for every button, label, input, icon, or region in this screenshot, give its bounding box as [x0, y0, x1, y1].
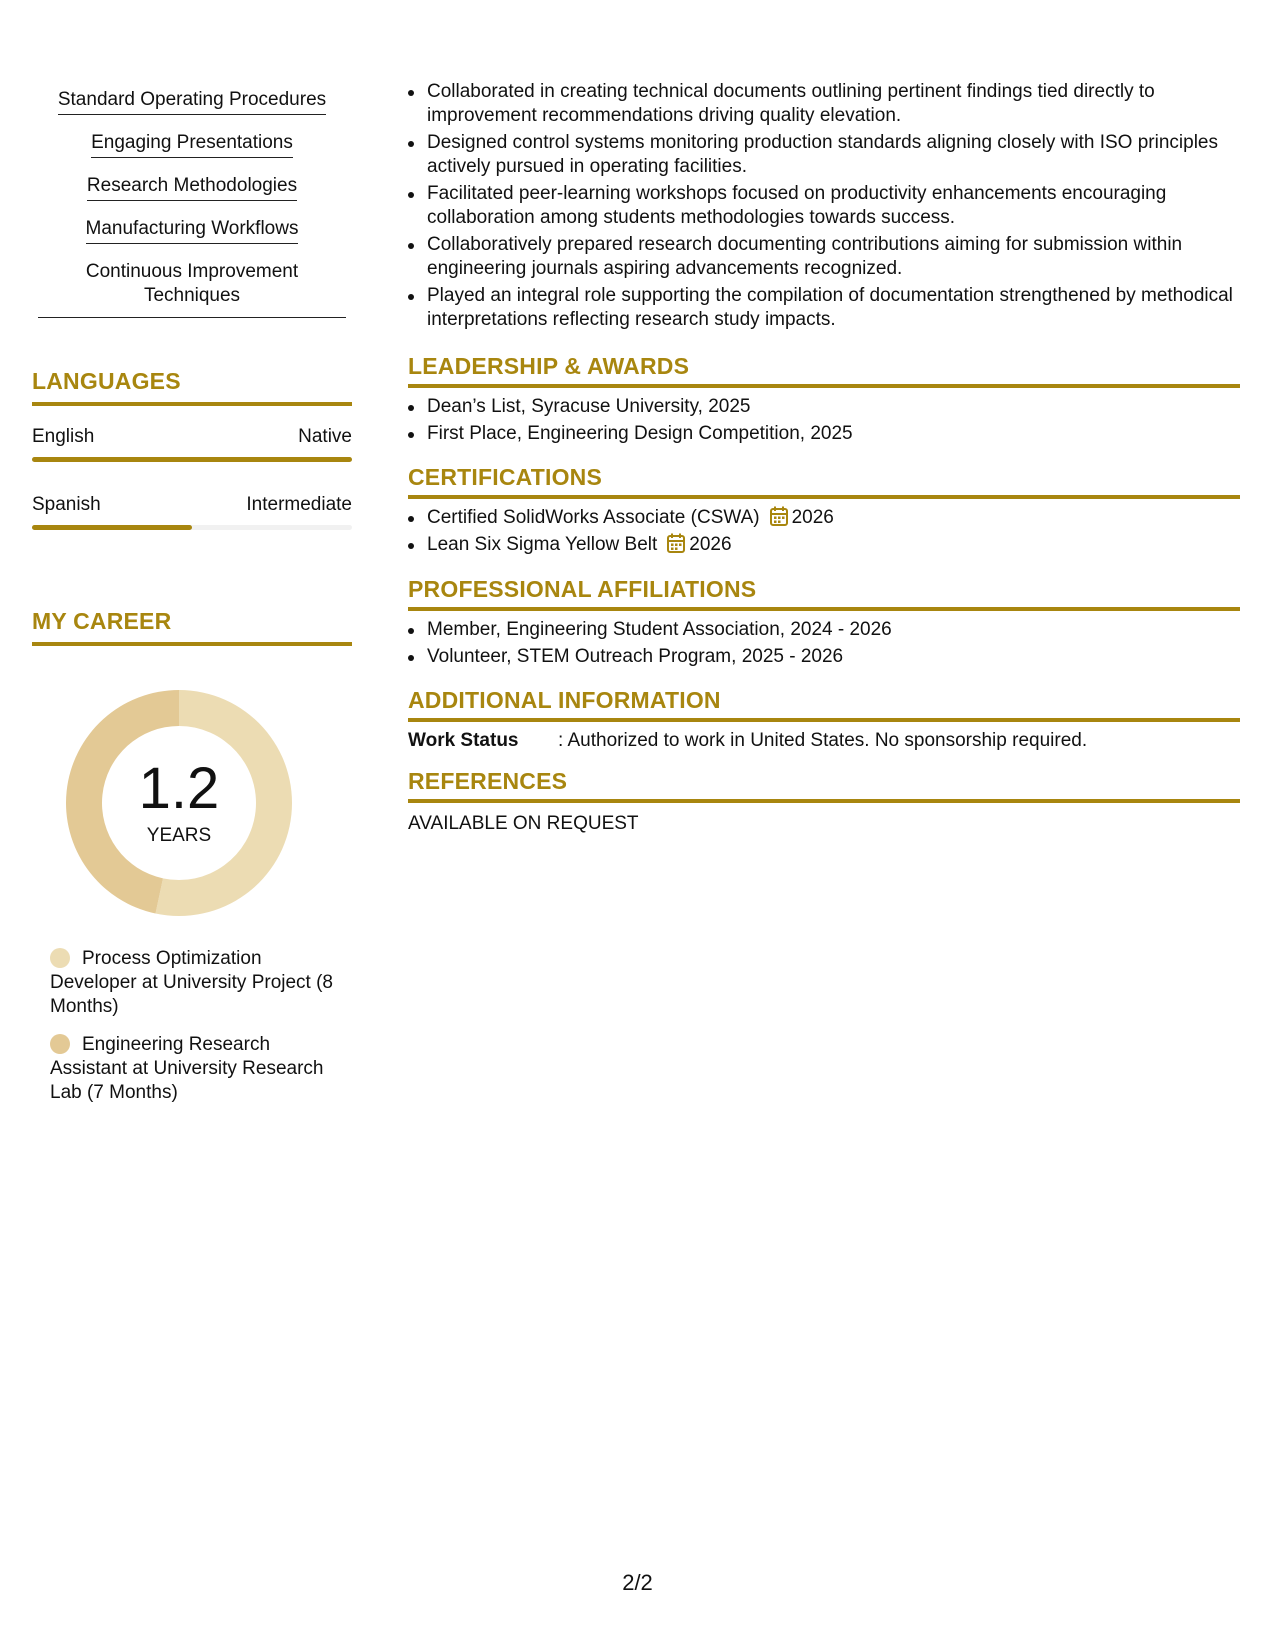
list-item: Played an integral role supporting the compilation of documentation strengthened by methodical interpretations reflecting research study impacts. — [408, 284, 1240, 332]
certification-name: Certified SolidWorks Associate (CSWA) — [427, 507, 760, 528]
career-legend-item: Engineering Research Assistant at University Research Lab (7 Months) — [50, 1034, 324, 1103]
section-rule — [408, 495, 1240, 499]
language-name: Spanish — [32, 494, 101, 515]
section-title: LANGUAGES — [32, 368, 181, 394]
section-rule — [408, 718, 1240, 722]
leadership-section — [408, 353, 1240, 388]
references-text: AVAILABLE ON REQUEST — [408, 813, 639, 834]
legend-dot — [50, 1034, 70, 1054]
career-total-unit: YEARS — [146, 825, 212, 846]
references-section — [408, 768, 1240, 803]
certification-name: Lean Six Sigma Yellow Belt — [427, 534, 658, 555]
certification-year: 2026 — [689, 534, 732, 555]
section-rule — [408, 384, 1240, 388]
page-number: 2/2 — [622, 1570, 653, 1595]
calendar-icon — [667, 533, 685, 553]
work-status-label: Work Status — [408, 730, 519, 751]
legend-dot — [50, 948, 70, 968]
skill-item: Engaging Presentations — [38, 131, 346, 158]
list-item: Collaboratively prepared research documenting contributions aiming for submission within engineering journals aspiring advancements recognized. — [408, 233, 1240, 281]
career-total-years: 1.2 — [138, 756, 220, 821]
list-item — [408, 506, 1240, 530]
skill-item: Standard Operating Procedures — [38, 88, 346, 115]
language-row — [32, 426, 352, 448]
skill-item: Continuous Improvement Techniques — [38, 260, 346, 310]
experience-bullets — [408, 80, 1240, 332]
section-rule — [32, 402, 352, 406]
skill-item: Research Methodologies — [38, 174, 346, 201]
work-status-row — [408, 729, 1240, 753]
section-rule — [408, 607, 1240, 611]
section-title: MY CAREER — [32, 608, 172, 634]
career-donut-chart — [66, 690, 292, 916]
skill-underline — [38, 317, 346, 318]
language-row — [32, 494, 352, 516]
skill-item: Manufacturing Workflows — [38, 217, 346, 244]
career-section — [32, 608, 352, 646]
certifications-section — [408, 464, 1240, 499]
calendar-icon — [770, 506, 788, 526]
list-item: Dean’s List, Syracuse University, 2025 — [408, 395, 1240, 419]
language-level: Intermediate — [246, 494, 352, 515]
section-title: ADDITIONAL INFORMATION — [408, 687, 721, 713]
section-rule — [32, 642, 352, 646]
section-title: REFERENCES — [408, 768, 568, 794]
language-level: Native — [298, 426, 352, 447]
affiliations-list — [408, 618, 1240, 669]
certifications-list — [408, 506, 1240, 557]
section-title: CERTIFICATIONS — [408, 464, 603, 490]
section-title: PROFESSIONAL AFFILIATIONS — [408, 576, 757, 602]
language-name: English — [32, 426, 95, 447]
language-bar-fill — [32, 525, 192, 530]
language-bar — [32, 525, 352, 530]
section-rule — [408, 799, 1240, 803]
affiliations-section — [408, 576, 1240, 611]
language-bar — [32, 457, 352, 462]
list-item: Member, Engineering Student Association, 2024 - 2026 — [408, 618, 1240, 642]
leadership-list — [408, 395, 1240, 446]
languages-section — [32, 368, 352, 406]
section-title: LEADERSHIP & AWARDS — [408, 353, 690, 379]
language-bar-fill — [32, 457, 352, 462]
list-item: Collaborated in creating technical documents outlining pertinent findings tied directly to improvement recommendations driving quality elevation. — [408, 80, 1240, 128]
certification-year: 2026 — [791, 507, 834, 528]
list-item — [408, 533, 1240, 557]
career-legend-item: Process Optimization Developer at University Project (8 Months) — [50, 948, 333, 1017]
list-item: Designed control systems monitoring production standards aligning closely with ISO principles actively pursued in operating facilities. — [408, 131, 1240, 179]
work-status-value: : Authorized to work in United States. No sponsorship required. — [558, 730, 1088, 751]
list-item: Facilitated peer-learning workshops focused on productivity enhancements encouraging collaboration among students methodologies towards success. — [408, 182, 1240, 230]
list-item: Volunteer, STEM Outreach Program, 2025 - 2026 — [408, 645, 1240, 669]
list-item: First Place, Engineering Design Competition, 2025 — [408, 422, 1240, 446]
additional-section — [408, 687, 1240, 722]
